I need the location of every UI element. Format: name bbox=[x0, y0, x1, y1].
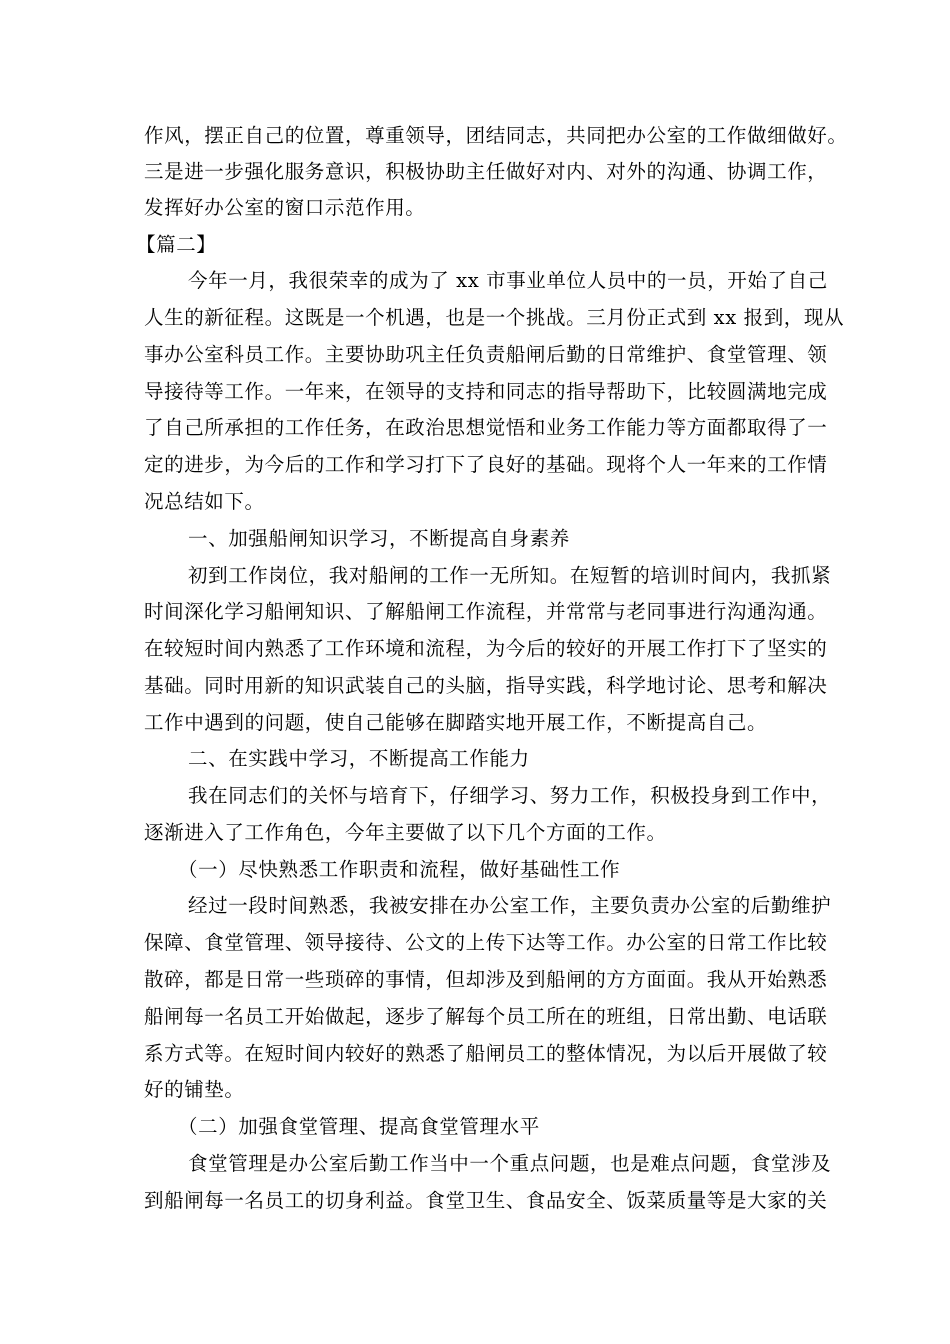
text-line: 在较短时间内熟悉了工作环境和流程，为今后的较好的开展工作打下了坚实的 bbox=[144, 637, 828, 660]
text-line: 好的铺垫。 bbox=[144, 1078, 245, 1101]
text-line: 逐渐进入了工作角色，今年主要做了以下几个方面的工作。 bbox=[144, 821, 667, 844]
text-line: 我在同志们的关怀与培育下，仔细学习、努力工作，积极投身到工作中， bbox=[188, 784, 832, 807]
text-line: 初到工作岗位，我对船闸的工作一无所知。在短暂的培训时间内，我抓紧 bbox=[188, 564, 832, 587]
text-line: 基础。同时用新的知识武装自己的头脑，指导实践，科学地讨论、思考和解决 bbox=[144, 674, 828, 697]
text-line: 发挥好办公室的窗口示范作用。 bbox=[144, 196, 426, 219]
text-line: 工作中遇到的问题，使自己能够在脚踏实地开展工作，不断提高自己。 bbox=[144, 711, 768, 734]
text-line: 船闸每一名员工开始做起，逐步了解每个员工所在的班组，日常出勤、电话联 bbox=[144, 1005, 828, 1028]
text-line: 况总结如下。 bbox=[144, 490, 265, 513]
text-line: 系方式等。在短时间内较好的熟悉了船闸员工的整体情况，为以后开展做了较 bbox=[144, 1042, 828, 1065]
text-line: 人生的新征程。这既是一个机遇，也是一个挑战。三月份正式到 xx 报到，现从 bbox=[144, 306, 845, 329]
text-line: 时间深化学习船闸知识、了解船闸工作流程，并常常与老同事进行沟通沟通。 bbox=[144, 600, 828, 623]
text-line: 定的进步，为今后的工作和学习打下了良好的基础。现将个人一年来的工作情 bbox=[144, 453, 828, 476]
text-line: 作风，摆正自己的位置，尊重领导，团结同志，共同把办公室的工作做细做好。 bbox=[144, 124, 848, 147]
subheading: 一、加强船闸知识学习，不断提高自身素养 bbox=[188, 527, 570, 550]
text-line: 三是进一步强化服务意识，积极协助主任做好对内、对外的沟通、协调工作， bbox=[144, 160, 828, 183]
text-line: 导接待等工作。一年来，在领导的支持和同志的指导帮助下，比较圆满地完成 bbox=[144, 380, 828, 403]
text-line: 事办公室科员工作。主要协助巩主任负责船闸后勤的日常维护、食堂管理、领 bbox=[144, 343, 828, 366]
subheading: （一）尽快熟悉工作职责和流程，做好基础性工作 bbox=[178, 858, 621, 881]
subheading: （二）加强食堂管理、提高食堂管理水平 bbox=[178, 1115, 540, 1138]
text-line: 经过一段时间熟悉，我被安排在办公室工作，主要负责办公室的后勤维护 bbox=[188, 894, 832, 917]
text-line: 今年一月，我很荣幸的成为了 xx 市事业单位人员中的一员，开始了自己 bbox=[188, 269, 828, 292]
text-line: 散碎，都是日常一些琐碎的事情，但却涉及到船闸的方方面面。我从开始熟悉 bbox=[144, 968, 828, 991]
subheading: 二、在实践中学习，不断提高工作能力 bbox=[188, 747, 530, 770]
text-line: 保障、食堂管理、领导接待、公文的上传下达等工作。办公室的日常工作比较 bbox=[144, 931, 828, 954]
section-heading: 【篇二】 bbox=[136, 233, 217, 256]
text-line: 到船闸每一名员工的切身利益。食堂卫生、食品安全、饭菜质量等是大家的关 bbox=[144, 1189, 828, 1212]
text-line: 食堂管理是办公室后勤工作当中一个重点问题，也是难点问题，食堂涉及 bbox=[188, 1152, 832, 1175]
text-line: 了自己所承担的工作任务，在政治思想觉悟和业务工作能力等方面都取得了一 bbox=[144, 416, 828, 439]
